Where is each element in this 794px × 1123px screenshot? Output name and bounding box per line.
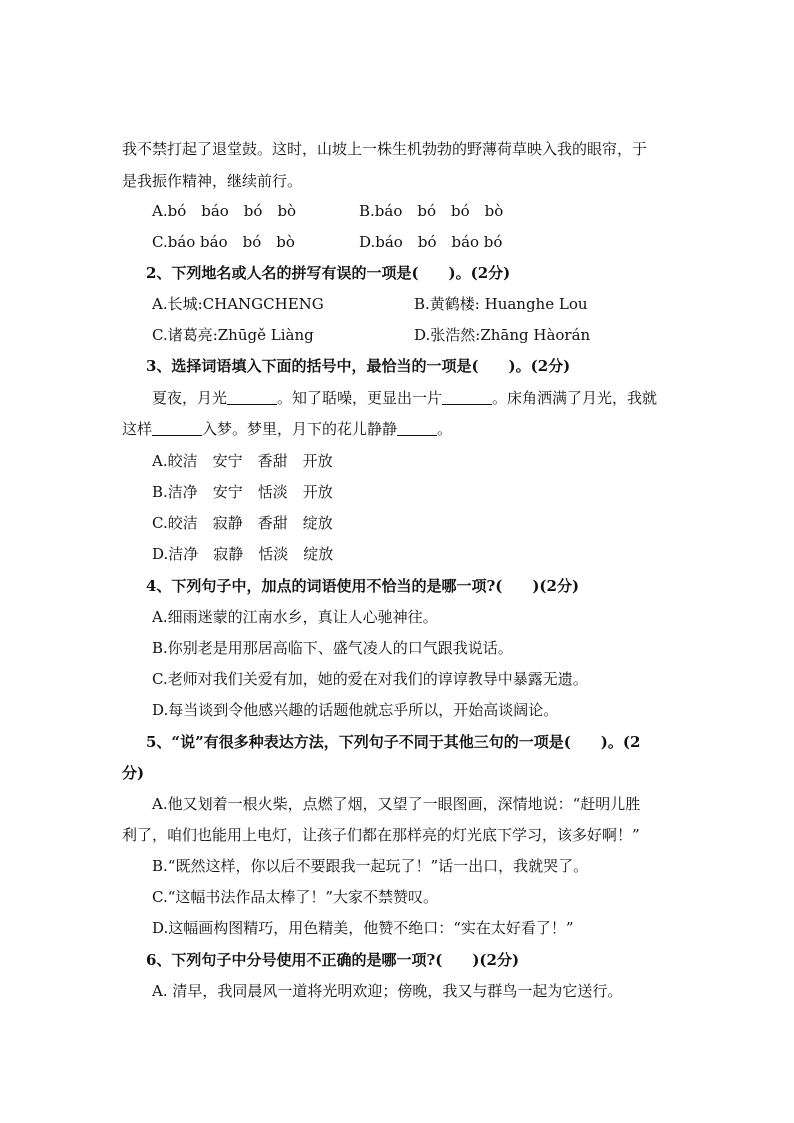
q3-option-c: C.皎洁 寂静 香甜 绽放 bbox=[152, 514, 333, 532]
q4-option-c: C.老师对我们关爱有加，她的爱在对我们的谆谆教导中暴露无遗。 bbox=[152, 670, 588, 688]
passage-line-1: 我不禁打起了退堂鼓。这时，山坡上一株生机勃勃的野薄荷草映入我的眼帘，于 bbox=[122, 140, 648, 158]
q1-option-c: C.báo báo bó bò bbox=[152, 233, 295, 251]
q5-stem-line-2: 分) bbox=[122, 764, 145, 782]
fill-blank bbox=[442, 390, 492, 405]
q5-option-d: D.这幅画构图精巧，用色精美，他赞不绝口：“实在太好看了！” bbox=[152, 919, 574, 937]
q3-stem: 3、选择词语填入下面的括号中，最恰当的一项是( )。(2分) bbox=[146, 357, 571, 375]
q4-option-b: B.你别老是用那居高临下、盛气凌人的口气跟我说话。 bbox=[152, 639, 513, 657]
q2-stem: 2、下列地名或人名的拼写有误的一项是( )。(2分) bbox=[146, 264, 511, 282]
q3-text-1a: 夏夜，月光 bbox=[152, 389, 228, 407]
q2-option-c: C.诸葛亮:Zhūgě Liàng bbox=[152, 326, 314, 344]
fill-blank bbox=[227, 390, 277, 405]
q4-option-a: A.细雨迷蒙的江南水乡，真让人心驰神往。 bbox=[152, 608, 438, 626]
passage-line-2: 是我振作精神，继续前行。 bbox=[122, 172, 303, 190]
q1-option-a: A.bó báo bó bò bbox=[152, 202, 297, 220]
q4-stem: 4、下列句子中，加点的词语使用不恰当的是哪一项?( )(2分) bbox=[146, 577, 580, 595]
fill-blank bbox=[152, 421, 202, 436]
q1-option-d: D.báo bó báo bó bbox=[359, 233, 503, 251]
q1-option-b: B.báo bó bó bò bbox=[359, 202, 504, 220]
q6-option-a: A. 清早，我同晨风一道将光明欢迎；傍晚，我又与群鸟一起为它送行。 bbox=[152, 982, 623, 1000]
q5-stem-line-1: 5、“说”有很多种表达方法，下列句子不同于其他三句的一项是( )。(2 bbox=[146, 733, 641, 751]
q5-option-a-line-1: A.他又划着一根火柴，点燃了烟，又望了一眼图画，深情地说：“赶明儿胜 bbox=[152, 795, 641, 813]
q2-option-a: A.长城:CHANGCHENG bbox=[152, 295, 324, 313]
q5-option-a-line-2: 利了，咱们也能用上电灯，让孩子们都在那样亮的灯光底下学习，该多好啊！” bbox=[122, 826, 640, 844]
q6-stem: 6、下列句子中分号使用不正确的是哪一项?( )(2分) bbox=[146, 951, 520, 969]
q5-option-c: C.“这幅书法作品太棒了！”大家不禁赞叹。 bbox=[152, 888, 439, 906]
q3-text-2a: 这样 bbox=[122, 420, 153, 438]
q3-option-d: D.洁净 寂静 恬淡 绽放 bbox=[152, 545, 334, 563]
q2-option-d: D.张浩然:Zhāng Hàorán bbox=[414, 326, 591, 344]
q4-option-d: D.每当谈到令他感兴趣的话题他就忘乎所以，开始高谈阔论。 bbox=[152, 701, 559, 719]
fill-blank bbox=[397, 421, 437, 436]
q3-text-2b: 入梦。梦里，月下的花儿静静 bbox=[202, 420, 398, 438]
q3-text-1b: 。知了聒噪，更显出一片 bbox=[277, 389, 443, 407]
q5-option-b: B.“既然这样，你以后不要跟我一起玩了！”话一出口，我就哭了。 bbox=[152, 857, 589, 875]
q3-text-2c: 。 bbox=[437, 420, 453, 438]
q3-passage-line-1 bbox=[152, 388, 657, 408]
q3-text-1c: 。床角洒满了月光，我就 bbox=[492, 389, 658, 407]
q3-option-a: A.皎洁 安宁 香甜 开放 bbox=[152, 452, 333, 470]
q3-option-b: B.洁净 安宁 恬淡 开放 bbox=[152, 483, 333, 501]
q2-option-b: B.黄鹤楼: Huanghe Lou bbox=[414, 295, 588, 313]
q3-passage-line-2 bbox=[122, 419, 452, 439]
